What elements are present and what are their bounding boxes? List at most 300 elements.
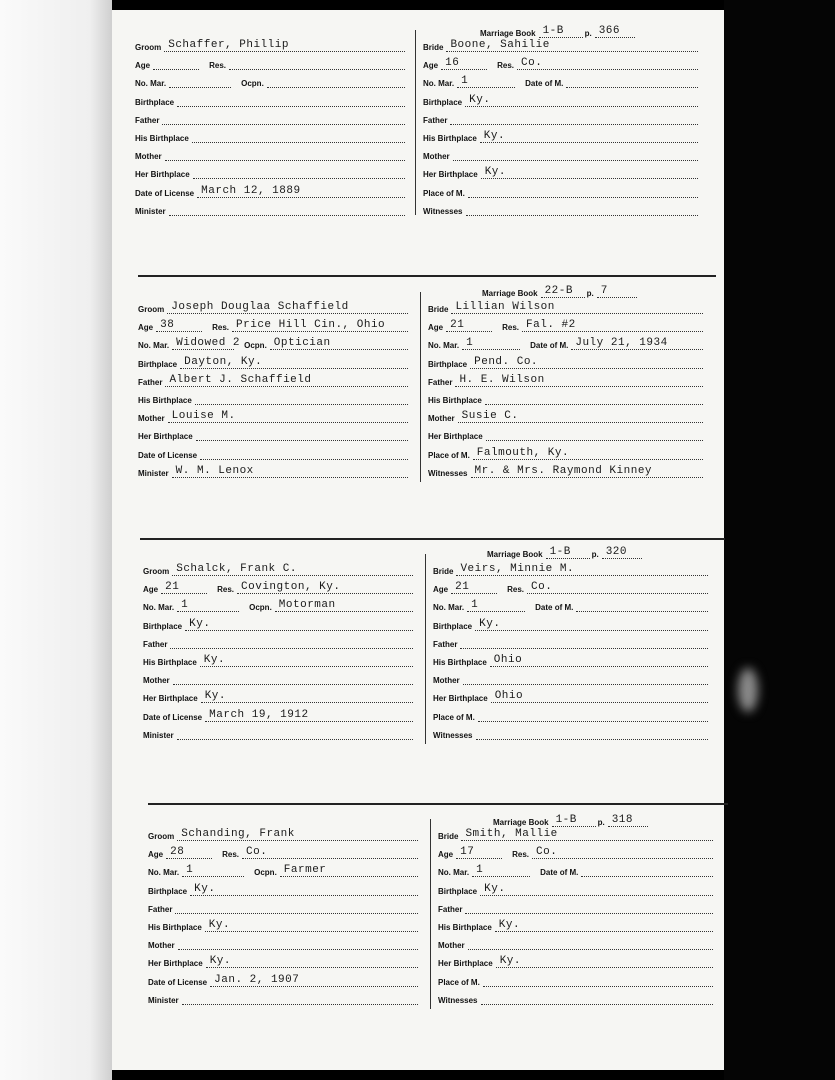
label-witnesses: Witnesses — [433, 730, 473, 740]
label-ocpn: Ocpn. — [254, 868, 277, 878]
bride-res: Fal. #2 — [526, 319, 576, 332]
bride-no-mar: 1 — [476, 864, 484, 877]
label-p: p. — [584, 29, 592, 38]
marriage-book-number-line — [552, 812, 596, 827]
label-father: Father — [423, 115, 448, 125]
groom-row-name — [135, 38, 405, 52]
label-no-mar: No. Mar. — [433, 603, 465, 613]
groom-his-birthplace-line — [205, 917, 418, 932]
label-p: p. — [586, 289, 594, 298]
groom-ocpn-line — [270, 335, 408, 350]
bride-row-place-of-m — [428, 446, 703, 460]
label-res: Res. — [502, 323, 520, 333]
label-groom: Groom — [148, 832, 175, 841]
groom-row-minister — [143, 726, 413, 740]
groom-name: Schaffer, Phillip — [168, 39, 289, 51]
label-bride: Bride — [433, 567, 454, 576]
bride-his-birthplace: Ky. — [483, 130, 506, 142]
marriage-book-number-line — [539, 23, 583, 38]
bride-birthplace-line — [480, 881, 713, 896]
groom-row-age — [143, 580, 413, 594]
bride-date-of-m-line — [576, 597, 708, 612]
groom-row-his-birthplace — [138, 391, 408, 405]
label-birthplace: Birthplace — [148, 886, 188, 896]
bride-row-father — [423, 111, 698, 125]
groom-row-her-birthplace — [148, 954, 418, 968]
groom-row-name — [138, 300, 408, 314]
marriage-book-page-line — [608, 812, 648, 827]
groom-age-line — [153, 55, 199, 70]
bride-witnesses-line — [481, 990, 714, 1005]
marriage-book-number-line — [541, 283, 585, 298]
groom-row-father — [148, 900, 418, 914]
label-bride: Bride — [428, 305, 449, 314]
groom-row-date-of-license — [135, 184, 405, 198]
label-his-birthplace: His Birthplace — [138, 396, 192, 405]
label-father: Father — [135, 115, 160, 125]
label-minister: Minister — [143, 730, 174, 740]
bride-no-mar: 1 — [461, 75, 469, 88]
groom-date-of-license-line — [200, 445, 408, 460]
bride-her-birthplace-line — [486, 426, 703, 441]
bride-row-birthplace — [438, 882, 713, 896]
label-mother: Mother — [433, 676, 460, 686]
label-no-mar: No. Mar. — [135, 79, 167, 89]
label-witnesses: Witnesses — [428, 468, 468, 478]
groom-row-date-of-license — [143, 708, 413, 722]
groom-his-birthplace: Ky. — [203, 654, 226, 666]
label-groom: Groom — [138, 305, 165, 314]
groom-her-birthplace: Ky. — [209, 955, 231, 968]
groom-age: 21 — [165, 581, 180, 594]
bride-witnesses-line — [476, 725, 709, 740]
bride-place-of-m-line — [473, 445, 703, 460]
bride-row-father — [428, 373, 703, 387]
bride-row-name — [428, 300, 703, 314]
bride-his-birthplace-line — [485, 390, 703, 405]
bride-age: 16 — [445, 57, 460, 70]
bride-row-no-mar — [438, 863, 713, 877]
groom-his-birthplace-line — [195, 390, 408, 405]
label-place-of-m: Place of M. — [433, 712, 475, 722]
label-birthplace: Birthplace — [433, 621, 473, 631]
groom-mother-line — [165, 146, 405, 161]
bride-mother-line — [463, 670, 708, 685]
groom-date-of-license: March 12, 1889 — [201, 184, 301, 197]
label-mother: Mother — [148, 941, 175, 951]
label-bride: Bride — [438, 832, 459, 841]
groom-row-his-birthplace — [135, 129, 405, 143]
groom-birthplace: Ky. — [189, 617, 211, 630]
right-margin — [724, 0, 835, 1080]
label-her-birthplace: Her Birthplace — [428, 432, 483, 442]
groom-age-line — [156, 317, 202, 332]
label-father: Father — [438, 904, 463, 914]
label-ocpn: Ocpn. — [241, 79, 264, 89]
groom-no-mar: Widowed 2 — [176, 337, 241, 350]
bride-row-his-birthplace — [433, 653, 708, 667]
groom-birthplace: Dayton, Ky. — [184, 355, 263, 368]
bride-res-line — [527, 579, 708, 594]
bride-birthplace: Ky. — [479, 617, 501, 630]
groom-res: Covington, Ky. — [241, 581, 341, 594]
label-his-birthplace: His Birthplace — [423, 134, 477, 143]
bride-row-father — [438, 900, 713, 914]
bride-place-of-m-line — [483, 972, 713, 987]
label-her-birthplace: Her Birthplace — [423, 170, 478, 180]
groom-row-age — [138, 318, 408, 332]
bride-no-mar-line — [457, 73, 515, 88]
marriage-book-page-line — [595, 23, 635, 38]
card-separator — [140, 538, 725, 540]
bride-his-birthplace: Ky. — [498, 919, 521, 931]
label-groom: Groom — [135, 43, 162, 52]
marriage-book-page: 320 — [605, 546, 627, 558]
groom-row-mother — [148, 936, 418, 950]
bride-her-birthplace-line — [496, 953, 713, 968]
card-separator — [138, 275, 716, 277]
label-marriage-book: Marriage Book — [482, 289, 538, 298]
bride-mother-line — [453, 146, 698, 161]
label-date-of-license: Date of License — [148, 977, 208, 987]
groom-minister-line — [177, 725, 413, 740]
label-res: Res. — [209, 61, 227, 71]
marriage-book-page: 318 — [611, 814, 633, 826]
bride-row-age — [428, 318, 703, 332]
bride-row-place-of-m — [438, 973, 713, 987]
bride-name: Veirs, Minnie M. — [460, 563, 575, 575]
label-his-birthplace: His Birthplace — [143, 658, 197, 667]
groom-ocpn-line — [275, 597, 413, 612]
film-stain — [738, 668, 758, 712]
label-no-mar: No. Mar. — [423, 79, 455, 89]
label-birthplace: Birthplace — [423, 97, 463, 107]
label-res: Res. — [222, 850, 240, 860]
groom-no-mar: 1 — [186, 864, 194, 877]
groom-age: 28 — [170, 846, 185, 859]
groom-row-father — [135, 111, 405, 125]
groom-res: Price Hill Cin., Ohio — [236, 319, 386, 332]
groom-name-line — [177, 826, 418, 841]
bride-date-of-m-line — [566, 73, 698, 88]
groom-row-minister — [148, 991, 418, 1005]
bride-birthplace-line — [470, 354, 703, 369]
bride-row-mother — [428, 409, 703, 423]
bride-row-his-birthplace — [423, 129, 698, 143]
bride-row-place-of-m — [423, 184, 698, 198]
label-age: Age — [148, 850, 164, 860]
bride-row-her-birthplace — [423, 165, 698, 179]
groom-row-age — [135, 56, 405, 70]
bride-row-mother — [433, 671, 708, 685]
label-date-of-m: Date of M. — [540, 868, 579, 878]
label-res: Res. — [217, 585, 235, 595]
bride-row-age — [423, 56, 698, 70]
bride-no-mar-line — [467, 597, 525, 612]
bride-birthplace-line — [475, 616, 708, 631]
marriage-book-ref — [482, 284, 652, 298]
groom-res-line — [229, 55, 405, 70]
label-bride: Bride — [423, 43, 444, 52]
label-p: p. — [591, 550, 599, 559]
groom-no-mar-line — [169, 73, 231, 88]
label-date-of-license: Date of License — [143, 712, 203, 722]
bride-name-line — [461, 826, 713, 841]
groom-row-mother — [143, 671, 413, 685]
groom-birthplace-line — [177, 92, 405, 107]
card-divider — [420, 292, 421, 482]
groom-date-of-license-line — [210, 972, 418, 987]
groom-row-no-mar — [143, 598, 413, 612]
label-father: Father — [143, 639, 168, 649]
groom-her-birthplace-line — [206, 953, 418, 968]
bride-row-his-birthplace — [438, 918, 713, 932]
label-date-of-m: Date of M. — [535, 603, 574, 613]
groom-mother: Louise M. — [171, 410, 236, 423]
label-age: Age — [143, 585, 159, 595]
bride-age: 21 — [450, 319, 465, 332]
bride-birthplace: Pend. Co. — [474, 355, 539, 368]
groom-minister-line — [172, 463, 408, 478]
bride-res-line — [532, 844, 713, 859]
groom-row-her-birthplace — [138, 427, 408, 441]
label-date-of-m: Date of M. — [530, 341, 569, 351]
marriage-book-page: 7 — [600, 285, 608, 297]
groom-mother-line — [168, 408, 408, 423]
groom-row-no-mar — [138, 336, 408, 350]
label-age: Age — [433, 585, 449, 595]
bride-mother-line — [468, 935, 713, 950]
label-birthplace: Birthplace — [428, 359, 468, 369]
label-father: Father — [148, 904, 173, 914]
label-her-birthplace: Her Birthplace — [433, 694, 488, 704]
bride-row-mother — [423, 147, 698, 161]
bride-mother: Susie C. — [461, 410, 519, 423]
bride-res-line — [522, 317, 703, 332]
bride-her-birthplace: Ky. — [484, 166, 506, 179]
label-birthplace: Birthplace — [143, 621, 183, 631]
label-her-birthplace: Her Birthplace — [438, 959, 493, 969]
groom-name: Schalck, Frank C. — [176, 563, 297, 575]
label-ocpn: Ocpn. — [249, 603, 272, 613]
marriage-book-number: 1-B — [555, 814, 577, 826]
label-birthplace: Birthplace — [138, 359, 178, 369]
bride-row-birthplace — [423, 93, 698, 107]
groom-no-mar-line — [177, 597, 239, 612]
groom-row-birthplace — [135, 93, 405, 107]
label-date-of-license: Date of License — [138, 450, 198, 460]
bride-row-mother — [438, 936, 713, 950]
groom-ocpn: Farmer — [283, 864, 327, 877]
bride-no-mar: 1 — [471, 599, 479, 612]
groom-row-date-of-license — [148, 973, 418, 987]
label-no-mar: No. Mar. — [143, 603, 175, 613]
label-minister: Minister — [138, 468, 169, 478]
marriage-book-page-line — [602, 544, 642, 559]
groom-father-line — [175, 899, 418, 914]
label-age: Age — [438, 850, 454, 860]
bride-no-mar-line — [472, 862, 530, 877]
bride-witnesses-line — [466, 201, 699, 216]
bride-age-line — [451, 579, 497, 594]
label-his-birthplace: His Birthplace — [428, 396, 482, 405]
bride-row-her-birthplace — [433, 689, 708, 703]
bride-date-of-m: July 21, 1934 — [575, 337, 668, 350]
bride-age: 21 — [455, 581, 470, 594]
bride-her-birthplace-line — [491, 688, 708, 703]
bride-date-of-m-line — [581, 862, 713, 877]
label-p: p. — [597, 818, 605, 827]
label-date-of-license: Date of License — [135, 188, 195, 198]
groom-birthplace: Ky. — [194, 882, 216, 895]
groom-mother-line — [178, 935, 418, 950]
groom-row-mother — [135, 147, 405, 161]
label-father: Father — [428, 377, 453, 387]
groom-name-line — [167, 299, 408, 314]
bride-name-line — [451, 299, 703, 314]
label-father: Father — [433, 639, 458, 649]
bride-age-line — [456, 844, 502, 859]
bride-his-birthplace: Ohio — [493, 654, 523, 666]
groom-row-minister — [135, 202, 405, 216]
groom-row-his-birthplace — [148, 918, 418, 932]
groom-birthplace-line — [180, 354, 408, 369]
groom-res-line — [237, 579, 413, 594]
groom-name-line — [172, 561, 413, 576]
label-res: Res. — [507, 585, 525, 595]
groom-no-mar-line — [172, 335, 241, 350]
marriage-book-number: 1-B — [542, 25, 564, 37]
bride-row-witnesses — [433, 726, 708, 740]
bride-his-birthplace-line — [490, 652, 708, 667]
bride-res: Co. — [521, 57, 543, 70]
groom-ocpn: Motorman — [278, 599, 336, 612]
marriage-book-number-line — [546, 544, 590, 559]
groom-ocpn-line — [267, 73, 405, 88]
groom-minister-line — [169, 201, 405, 216]
groom-row-no-mar — [135, 74, 405, 88]
groom-ocpn: Optician — [273, 337, 331, 350]
groom-row-name — [143, 562, 413, 576]
groom-his-birthplace: Ky. — [208, 919, 231, 931]
bride-res-line — [517, 55, 698, 70]
card-separator — [148, 803, 728, 805]
bride-his-birthplace-line — [480, 128, 698, 143]
label-birthplace: Birthplace — [438, 886, 478, 896]
label-age: Age — [428, 323, 444, 333]
bride-age-line — [441, 55, 487, 70]
marriage-book-number: 1-B — [549, 546, 571, 558]
label-minister: Minister — [135, 206, 166, 216]
groom-row-mother — [138, 409, 408, 423]
groom-date-of-license-line — [197, 183, 405, 198]
bride-res: Co. — [536, 846, 558, 859]
groom-res-line — [242, 844, 418, 859]
label-mother: Mother — [423, 152, 450, 162]
groom-date-of-license: March 19, 1912 — [209, 708, 309, 721]
label-his-birthplace: His Birthplace — [433, 658, 487, 667]
bride-witnesses-line — [471, 463, 704, 478]
label-ocpn: Ocpn. — [244, 341, 267, 351]
groom-age-line — [166, 844, 212, 859]
groom-age: 38 — [160, 319, 175, 332]
groom-row-his-birthplace — [143, 653, 413, 667]
groom-birthplace-line — [190, 881, 418, 896]
bride-row-father — [433, 635, 708, 649]
bride-row-her-birthplace — [428, 427, 703, 441]
bride-row-birthplace — [428, 355, 703, 369]
label-mother: Mother — [138, 414, 165, 424]
marriage-book-page: 366 — [598, 25, 620, 37]
left-margin — [0, 0, 112, 1080]
label-witnesses: Witnesses — [438, 995, 478, 1005]
label-no-mar: No. Mar. — [428, 341, 460, 351]
bride-father-line — [460, 634, 708, 649]
label-age: Age — [423, 61, 439, 71]
bride-row-witnesses — [423, 202, 698, 216]
bride-row-his-birthplace — [428, 391, 703, 405]
groom-minister-line — [182, 990, 418, 1005]
bride-birthplace-line — [465, 92, 698, 107]
groom-row-birthplace — [138, 355, 408, 369]
bride-row-no-mar — [428, 336, 703, 350]
bride-row-no-mar — [433, 598, 708, 612]
bride-birthplace: Ky. — [484, 882, 506, 895]
bride-row-age — [438, 845, 713, 859]
card-divider — [425, 554, 426, 744]
groom-her-birthplace-line — [196, 426, 408, 441]
groom-his-birthplace-line — [192, 128, 405, 143]
groom-no-mar: 1 — [181, 599, 189, 612]
label-age: Age — [138, 323, 154, 333]
groom-father-line — [162, 110, 405, 125]
groom-her-birthplace-line — [201, 688, 413, 703]
bride-birthplace: Ky. — [469, 93, 491, 106]
bride-age: 17 — [460, 846, 475, 859]
bride-row-name — [423, 38, 698, 52]
bride-name: Smith, Mallie — [465, 828, 558, 840]
label-marriage-book: Marriage Book — [480, 29, 536, 38]
label-minister: Minister — [148, 995, 179, 1005]
bride-row-name — [433, 562, 708, 576]
groom-her-birthplace: Ky. — [204, 690, 226, 703]
marriage-book-ref — [487, 545, 657, 559]
marriage-book-page-line — [597, 283, 637, 298]
bride-her-birthplace: Ohio — [494, 690, 524, 703]
groom-row-no-mar — [148, 863, 418, 877]
groom-row-minister — [138, 464, 408, 478]
label-mother: Mother — [438, 941, 465, 951]
groom-birthplace-line — [185, 616, 413, 631]
bride-place-of-m-line — [478, 707, 708, 722]
bride-name: Lillian Wilson — [455, 301, 555, 313]
label-no-mar: No. Mar. — [138, 341, 170, 351]
groom-no-mar-line — [182, 862, 244, 877]
label-date-of-m: Date of M. — [525, 79, 564, 89]
bride-no-mar-line — [462, 335, 520, 350]
bride-name: Boone, Sahilie — [450, 39, 550, 51]
groom-age-line — [161, 579, 207, 594]
groom-father-line — [165, 372, 408, 387]
label-res: Res. — [212, 323, 230, 333]
bride-row-name — [438, 827, 713, 841]
bride-date-of-m-line — [571, 335, 703, 350]
label-place-of-m: Place of M. — [438, 977, 480, 987]
bride-her-birthplace-line — [481, 164, 698, 179]
marriage-book-ref — [480, 24, 650, 38]
label-her-birthplace: Her Birthplace — [138, 432, 193, 442]
groom-row-birthplace — [148, 882, 418, 896]
